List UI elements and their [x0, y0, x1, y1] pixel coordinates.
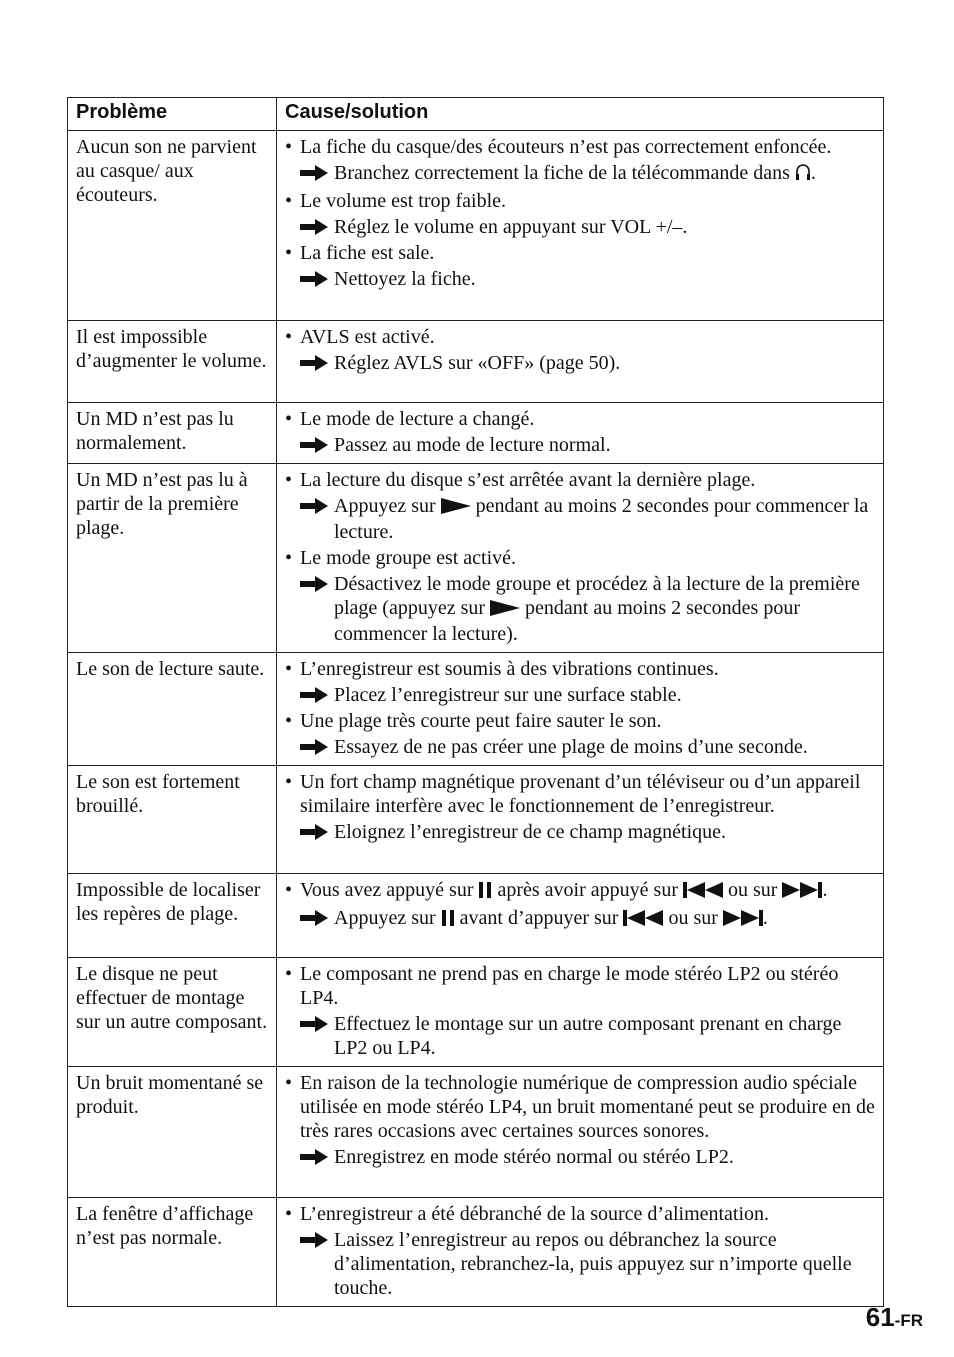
header-problem: Problème	[68, 98, 277, 131]
cause-text: Le composant ne prend pas en charge le mode stéréo LP2 ou stéréo LP4.	[300, 963, 839, 1009]
problem-cell: Le son est fortement brouillé.	[68, 766, 277, 874]
arrow-icon	[300, 1012, 334, 1036]
solution-text: Réglez AVLS sur «OFF» (page 50).	[334, 352, 621, 374]
solution-text: Laissez l’enregistreur au repos ou débranchez la source d’alimentation, rebranchez-la, puis appuyez sur n’importe quelle touche.	[334, 1229, 852, 1299]
arrow-icon	[300, 820, 334, 844]
bullet: •	[285, 710, 293, 732]
table-header-row	[68, 98, 884, 131]
cause-item	[285, 546, 875, 570]
cause-item	[285, 241, 875, 265]
cause-cell	[277, 766, 884, 874]
solution-item	[300, 351, 875, 375]
solution-item	[300, 735, 875, 759]
cause-cell	[277, 403, 884, 464]
table-row	[68, 766, 884, 874]
bullet: •	[285, 1072, 293, 1094]
problem-cell: Impossible de localiser les repères de plage.	[68, 874, 277, 958]
problem-cell: Aucun son ne parvient au casque/ aux écouteurs.	[68, 131, 277, 321]
arrow-icon	[300, 267, 334, 291]
cause-item	[285, 407, 875, 431]
problem-cell: Le disque ne peut effectuer de montage sur un autre composant.	[68, 958, 277, 1067]
solution-item	[300, 161, 875, 187]
solution-text: Passez au mode de lecture normal.	[334, 434, 611, 456]
cause-text: La lecture du disque s’est arrêtée avant la dernière plage.	[300, 469, 756, 491]
arrow-icon	[300, 1228, 334, 1252]
cause-text: Le mode de lecture a changé.	[300, 408, 535, 430]
cause-cell	[277, 874, 884, 958]
solution-item	[300, 683, 875, 707]
solution-item	[300, 267, 875, 291]
arrow-icon	[300, 161, 334, 185]
solution-text: ou sur	[668, 907, 718, 929]
cause-cell	[277, 131, 884, 321]
arrow-icon	[300, 215, 334, 239]
cause-text: La fiche du casque/des écouteurs n’est pas correctement enfoncée.	[300, 136, 832, 158]
cause-text: Une plage très courte peut faire sauter le son.	[300, 710, 662, 732]
cause-item	[285, 1071, 875, 1143]
solution-text: Réglez le volume en appuyant sur VOL +/–.	[334, 216, 688, 238]
bullet: •	[285, 658, 293, 680]
solution-item	[300, 572, 875, 646]
bullet: •	[285, 1203, 293, 1225]
page-number	[866, 1300, 923, 1338]
bullet: •	[285, 326, 293, 348]
solution-text: Nettoyez la fiche.	[334, 268, 476, 290]
cause-item	[285, 325, 875, 349]
arrow-icon	[300, 906, 334, 930]
cause-text: ou sur	[727, 879, 778, 901]
cause-item	[285, 135, 875, 159]
arrow-icon	[300, 683, 334, 707]
bullet: •	[285, 136, 293, 158]
solution-text: Essayez de ne pas créer une plage de moins d’une seconde.	[334, 736, 808, 758]
bullet: •	[285, 547, 293, 569]
page-number-suffix: -FR	[894, 1311, 923, 1330]
cause-text: L’enregistreur est soumis à des vibrations continues.	[300, 658, 719, 680]
table-row	[68, 874, 884, 958]
cause-item	[285, 1202, 875, 1226]
cause-text: La fiche est sale.	[300, 242, 435, 264]
cause-text: Le mode groupe est activé.	[300, 547, 517, 569]
header-cause-solution: Cause/solution	[277, 98, 884, 131]
arrow-icon	[300, 351, 334, 375]
cause-text: Le volume est trop faible.	[300, 190, 507, 212]
cause-item	[285, 468, 875, 492]
cause-item	[285, 657, 875, 681]
table-row	[68, 321, 884, 403]
cause-cell	[277, 1198, 884, 1307]
problem-cell: La fenêtre d’affichage n’est pas normale.	[68, 1198, 277, 1307]
solution-item	[300, 433, 875, 457]
cause-item	[285, 770, 875, 818]
table-row	[68, 464, 884, 653]
table-row	[68, 958, 884, 1067]
table-row	[68, 653, 884, 766]
cause-cell	[277, 653, 884, 766]
solution-text: Branchez correctement la fiche de la télécommande dans	[334, 162, 790, 184]
next-track-icon	[782, 880, 822, 904]
bullet: •	[285, 879, 293, 901]
bullet: •	[285, 408, 293, 430]
solution-text: Placez l’enregistreur sur une surface stable.	[334, 684, 682, 706]
bullet: •	[285, 469, 293, 491]
solution-text: pendant au moins 2 secondes pour commencer la lecture).	[334, 597, 800, 645]
arrow-icon	[300, 494, 334, 518]
solution-item	[300, 1228, 875, 1300]
solution-text: Eloignez l’enregistreur de ce champ magnétique.	[334, 821, 727, 843]
play-icon	[441, 496, 471, 520]
pause-icon	[478, 880, 492, 904]
next-track-icon	[723, 908, 763, 932]
solution-text: Effectuez le montage sur un autre composant prenant en charge LP2 ou LP4.	[334, 1013, 842, 1059]
cause-end: .	[822, 879, 828, 901]
arrow-icon	[300, 735, 334, 759]
solution-end: .	[810, 162, 816, 184]
solution-text: Appuyez sur	[334, 907, 436, 929]
cause-item	[285, 962, 875, 1010]
cause-cell	[277, 321, 884, 403]
solution-item	[300, 1145, 875, 1169]
table-row	[68, 403, 884, 464]
solution-text: Désactivez le mode groupe et procédez à la lecture de la première plage (appuyez sur	[334, 573, 860, 619]
solution-text: Enregistrez en mode stéréo normal ou stéréo LP2.	[334, 1146, 734, 1168]
problem-cell: Le son de lecture saute.	[68, 653, 277, 766]
headphones-icon	[795, 163, 811, 187]
bullet: •	[285, 242, 293, 264]
cause-item	[285, 709, 875, 733]
arrow-icon	[300, 572, 334, 596]
bullet: •	[285, 771, 293, 793]
cause-cell	[277, 958, 884, 1067]
arrow-icon	[300, 433, 334, 457]
bullet: •	[285, 190, 293, 212]
solution-text: avant d’appuyer sur	[459, 907, 619, 929]
cause-text: En raison de la technologie numérique de compression audio spéciale utilisée en mode stéréo LP4, un bruit momentané peut se produire en de très rares occasions avec certaines sources sonores.	[300, 1072, 875, 1142]
cause-item	[285, 878, 875, 904]
bullet: •	[285, 963, 293, 985]
previous-track-icon	[683, 880, 723, 904]
table-row	[68, 1198, 884, 1307]
cause-cell	[277, 1067, 884, 1198]
solution-item	[300, 906, 875, 932]
pause-icon	[441, 908, 455, 932]
cause-text: après avoir appuyé sur	[497, 879, 678, 901]
arrow-icon	[300, 1145, 334, 1169]
cause-item	[285, 189, 875, 213]
solution-text: pendant au moins 2 secondes pour commencer la lecture.	[334, 495, 869, 543]
cause-text: AVLS est activé.	[300, 326, 435, 348]
solution-item	[300, 1012, 875, 1060]
problem-cell: Un bruit momentané se produit.	[68, 1067, 277, 1198]
problem-cell: Un MD n’est pas lu à partir de la première plage.	[68, 464, 277, 653]
cause-text: Vous avez appuyé sur	[300, 879, 474, 901]
cause-text: Un fort champ magnétique provenant d’un téléviseur ou d’un appareil similaire interfère avec le fonctionnement de l’enregistreur.	[300, 771, 861, 817]
cause-text: L’enregistreur a été débranché de la source d’alimentation.	[300, 1203, 770, 1225]
table-row	[68, 1067, 884, 1198]
solution-item	[300, 494, 875, 544]
previous-track-icon	[623, 908, 663, 932]
solution-item	[300, 820, 875, 844]
page-number-value: 61	[865, 1302, 895, 1332]
solution-end: .	[762, 907, 768, 929]
solution-item	[300, 215, 875, 239]
cause-cell	[277, 464, 884, 653]
table-row	[68, 131, 884, 321]
problem-cell: Il est impossible d’augmenter le volume.	[68, 321, 277, 403]
solution-text: Appuyez sur	[334, 495, 436, 517]
troubleshooting-table	[67, 97, 884, 1307]
problem-cell: Un MD n’est pas lu normalement.	[68, 403, 277, 464]
play-icon	[490, 598, 520, 622]
